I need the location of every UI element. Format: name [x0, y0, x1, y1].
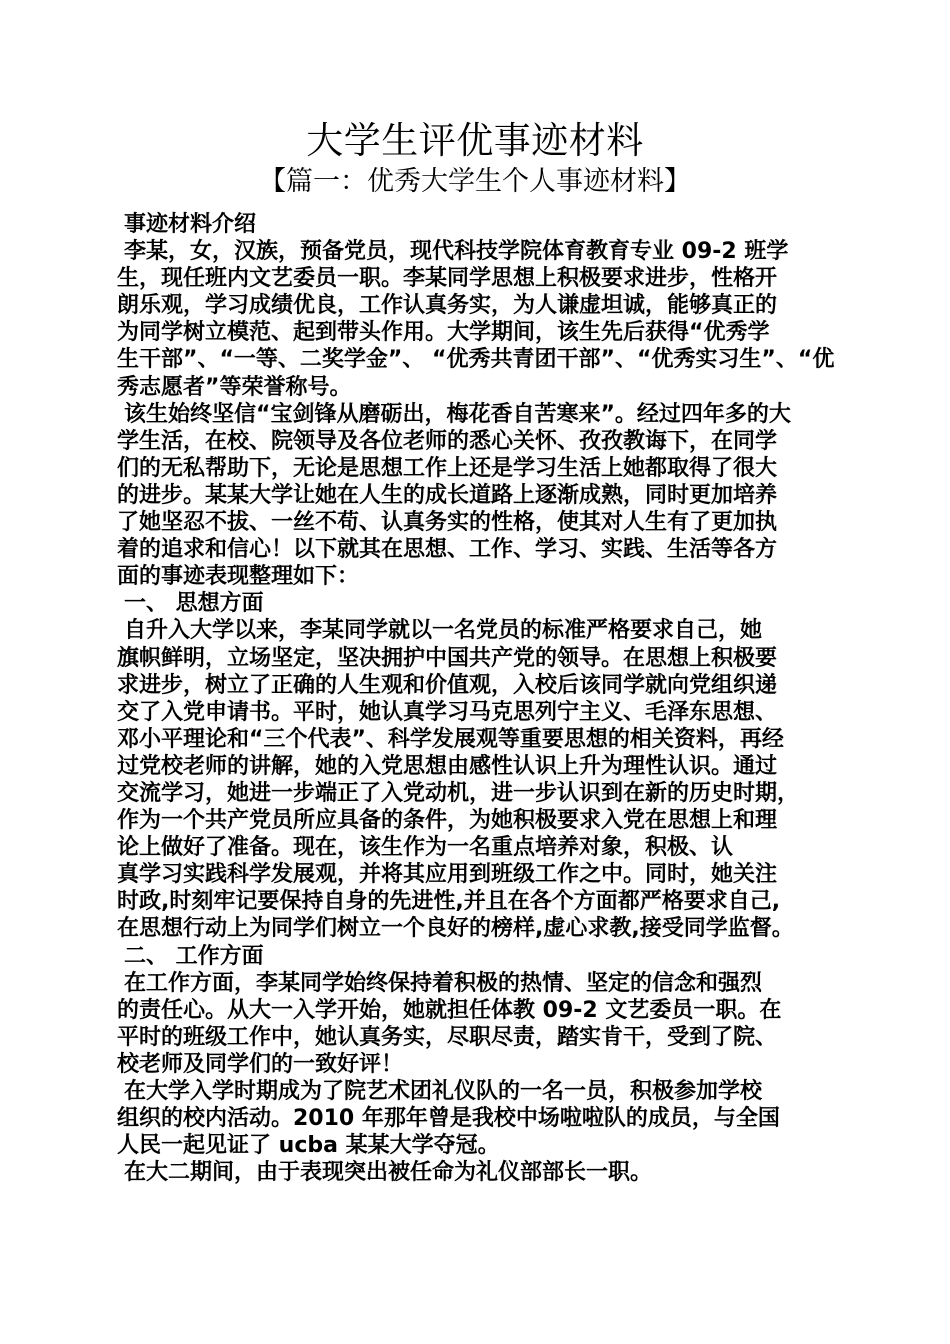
paragraph-line: 论上做好了准备。现在，该生作为一名重点培养对象，积极、认	[117, 835, 734, 861]
paragraph-line: 真学习实践科学发展观，并将其应用到班级工作之中。同时，她关注	[117, 862, 778, 888]
paragraph-line: 的责任心。从大一入学开始，她就担任体教 09-2 文艺委员一职。在	[117, 997, 782, 1023]
paragraph-line: 的进步。某某大学让她在人生的成长道路上逐渐成熟，同时更加培养	[117, 482, 778, 508]
paragraph-line: 时政,时刻牢记要保持自身的先进性,并且在各个方面都严格要求自己,	[117, 889, 781, 915]
section-heading: 二、 工作方面	[124, 943, 264, 969]
paragraph-line: 平时的班级工作中，她认真务实，尽职尽责，踏实肯干，受到了院、	[117, 1024, 778, 1050]
paragraph-line: 交流学习，她进一步端正了入党动机，进一步认识到在新的历史时期，	[117, 780, 800, 806]
paragraph-line: 学生活，在校、院领导及各位老师的悉心关怀、孜孜教诲下，在同学	[117, 428, 778, 454]
paragraph-line: 在大二期间，由于表现突出被任命为礼仪部部长一职。	[124, 1160, 653, 1186]
paragraph-line: 为同学树立模范、起到带头作用。大学期间，该生先后获得“优秀学	[117, 320, 770, 346]
paragraph-line: 朗乐观，学习成绩优良，工作认真务实，为人谦虚坦诚，能够真正的	[117, 293, 778, 319]
paragraph-line: 生干部”、“一等、二奖学金”、 “优秀共青团干部”、“优秀实习生”、“优	[117, 347, 835, 373]
paragraph-line: 作为一个共产党员所应具备的条件，为她积极要求入党在思想上和理	[117, 808, 778, 834]
paragraph-line: 自升入大学以来，李某同学就以一名党员的标准严格要求自己，她	[124, 618, 763, 644]
paragraph-line: 交了入党申请书。平时，她认真学习马克思列宁主义、毛泽东思想、	[117, 699, 778, 725]
paragraph-line: 人民一起见证了 ucba 某某大学夺冠。	[117, 1133, 500, 1159]
paragraph-line: 李某，女，汉族，预备党员，现代科技学院体育教育专业 09-2 班学	[124, 239, 789, 265]
paragraph-line: 在思想行动上为同学们树立一个良好的榜样,虚心求教,接受同学监督。	[117, 916, 794, 942]
paragraph-line: 该生始终坚信“宝剑锋从磨砺出，梅花香自苦寒来”。经过四年多的大	[124, 401, 791, 427]
paragraph-line: 秀志愿者”等荣誉称号。	[117, 374, 352, 400]
section-heading: 事迹材料介绍	[124, 212, 257, 237]
paragraph-line: 旗帜鲜明，立场坚定，坚决拥护中国共产党的领导。在思想上积极要	[117, 645, 778, 671]
document-subtitle: 【篇一：优秀大学生个人事迹材料】	[259, 166, 691, 197]
paragraph-line: 校老师及同学们的一致好评！	[117, 1051, 404, 1077]
paragraph-line: 求进步，树立了正确的人生观和价值观，入校后该同学就向党组织递	[117, 672, 778, 698]
paragraph-line: 组织的校内活动。2010 年那年曾是我校中场啦啦队的成员，与全国	[117, 1106, 780, 1132]
section-heading: 一、 思想方面	[124, 591, 264, 617]
paragraph-line: 在工作方面，李某同学始终保持着积极的热情、坚定的信念和强烈	[124, 970, 763, 996]
paragraph-line: 着的追求和信心！以下就其在思想、工作、学习、实践、生活等各方	[117, 537, 778, 563]
paragraph-line: 生，现任班内文艺委员一职。李某同学思想上积极要求进步，性格开	[117, 266, 778, 292]
paragraph-line: 过党校老师的讲解，她的入党思想由感性认识上升为理性认识。通过	[117, 753, 778, 779]
document-title: 大学生评优事迹材料	[306, 119, 644, 162]
paragraph-line: 在大学入学时期成为了院艺术团礼仪队的一名一员，积极参加学校	[124, 1079, 763, 1104]
paragraph-line: 了她坚忍不拔、一丝不苟、认真务实的性格，使其对人生有了更加执	[117, 510, 778, 536]
paragraph-line: 面的事迹表现整理如下：	[117, 564, 360, 590]
paragraph-line: 们的无私帮助下，无论是思想工作上还是学习生活上她都取得了很大	[117, 455, 778, 481]
document-body	[117, 211, 837, 1186]
paragraph-line: 邓小平理论和“三个代表”、科学发展观等重要思想的相关资料，再经	[117, 726, 784, 752]
